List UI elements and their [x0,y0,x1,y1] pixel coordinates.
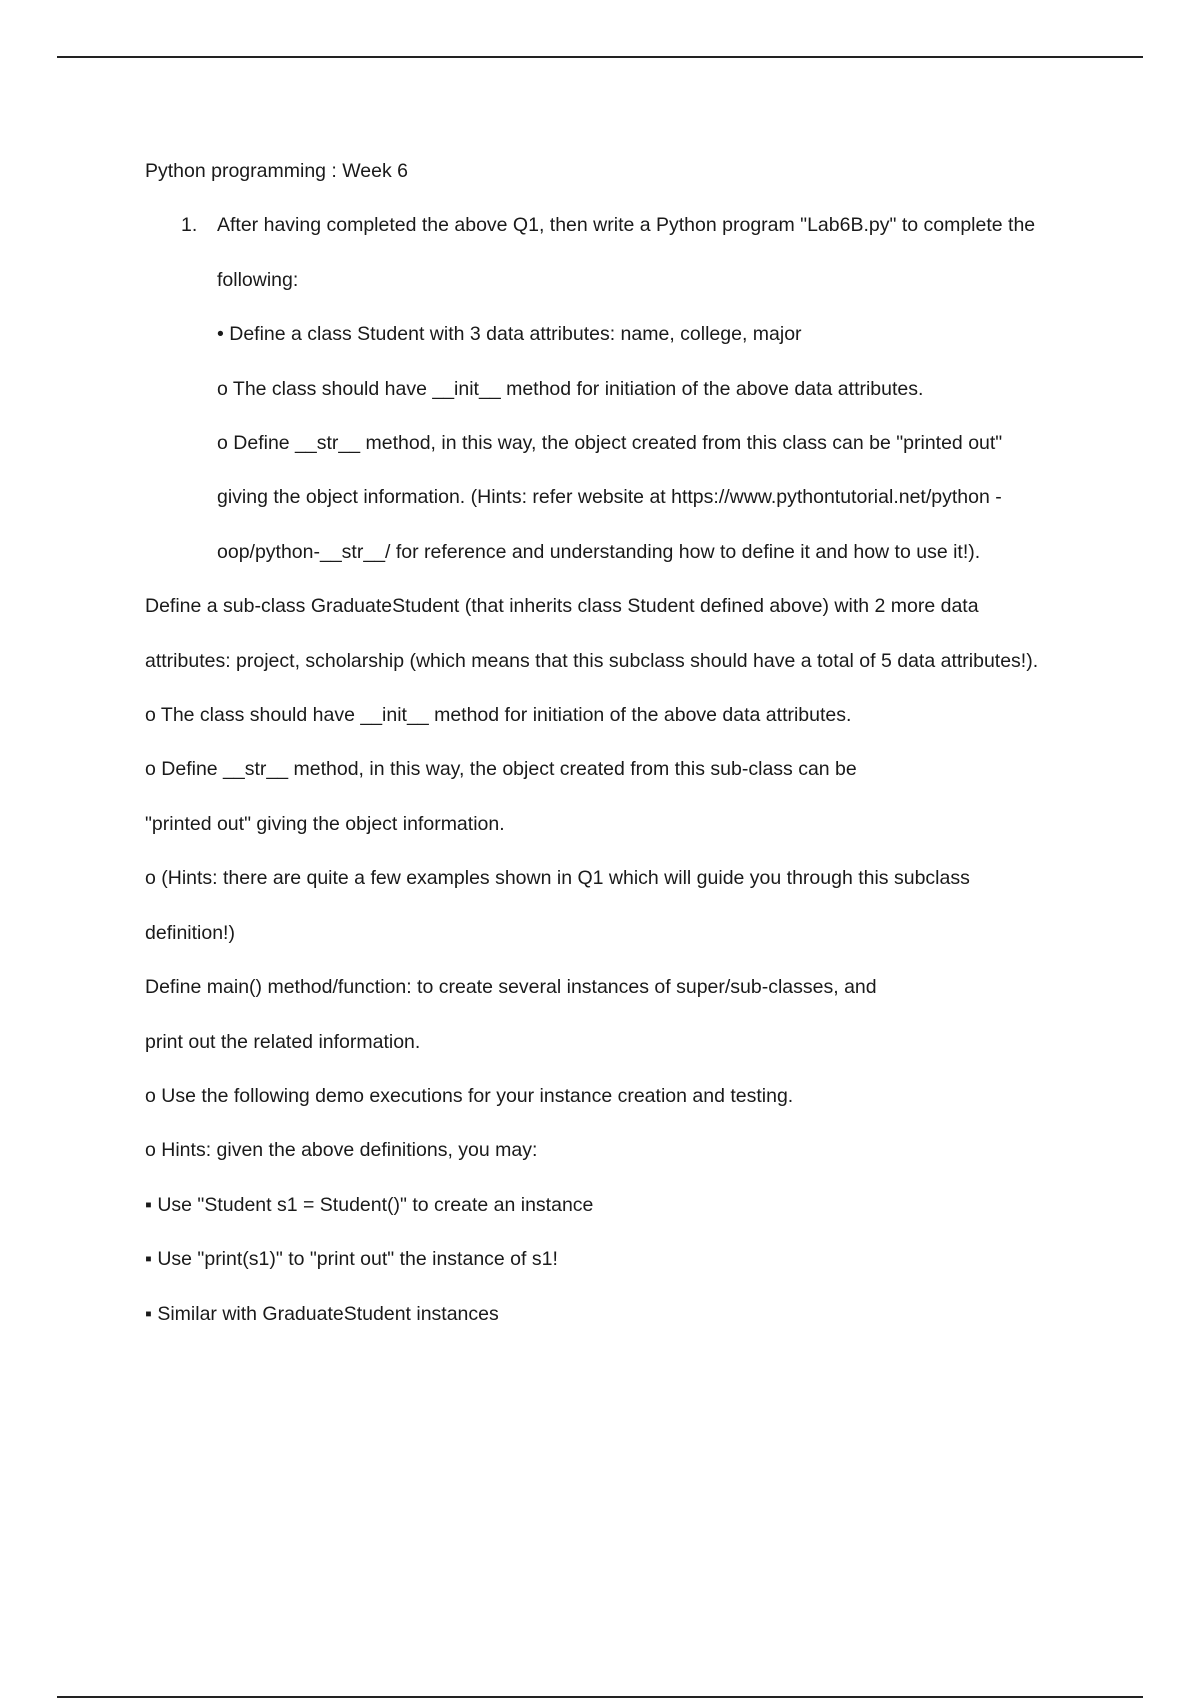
item-content [217,198,1035,307]
body-block [145,579,1105,1341]
sub-bullet-line: o Define __str__ method, in this way, the object created from this sub-class can be [145,758,857,781]
sub-bullet-line: o The class should have __init__ method for initiation of the above data attributes. [145,704,852,727]
page-bottom-rule [57,1696,1143,1698]
page-title: Python programming : Week 6 [145,160,409,182]
sub-bullet-line: o (Hints: there are quite a few examples shown in Q1 which will guide you through this subclass [145,867,970,890]
sub-bullet-line: o Define __str__ method, in this way, the object created from this class can be "printed out" [217,432,1003,455]
numbered-item [145,198,1105,307]
text-line: attributes: project, scholarship (which means that this subclass should have a total of 5 data attributes!). [145,649,1039,672]
item-text: following: [217,268,299,291]
sub-bullet-line: o The class should have __init__ method for initiation of the above data attributes. [217,377,924,400]
text-line: oop/python-__str__/ for reference and understanding how to define it and how to use it!). [217,540,981,563]
page-top-rule [57,56,1143,58]
text-line: Define a sub-class GraduateStudent (that inherits class Student defined above) with 2 more data [145,595,979,618]
sub-bullet-line: o Hints: given the above definitions, you may: [145,1139,538,1162]
document-body [145,144,1105,1341]
bullet-line: • Define a class Student with 3 data attributes: name, college, major [217,323,802,346]
square-bullet-line: ▪ Use "print(s1)" to "print out" the instance of s1! [145,1248,558,1271]
text-line: "printed out" giving the object information. [145,812,505,835]
indented-block [145,307,1105,579]
item-number: 1. [181,214,198,237]
square-bullet-line: ▪ Use "Student s1 = Student()" to create an instance [145,1193,594,1216]
text-line: print out the related information. [145,1030,421,1053]
sub-bullet-line: o Use the following demo executions for your instance creation and testing. [145,1084,794,1107]
text-line: Define main() method/function: to create several instances of super/sub-classes, and [145,976,877,999]
text-line: giving the object information. (Hints: refer website at https://www.pythontutorial.net/python - [217,486,1002,509]
text-line: definition!) [145,921,235,944]
item-text: After having completed the above Q1, then write a Python program "Lab6B.py" to complete the [217,214,1036,237]
square-bullet-line: ▪ Similar with GraduateStudent instances [145,1302,499,1325]
